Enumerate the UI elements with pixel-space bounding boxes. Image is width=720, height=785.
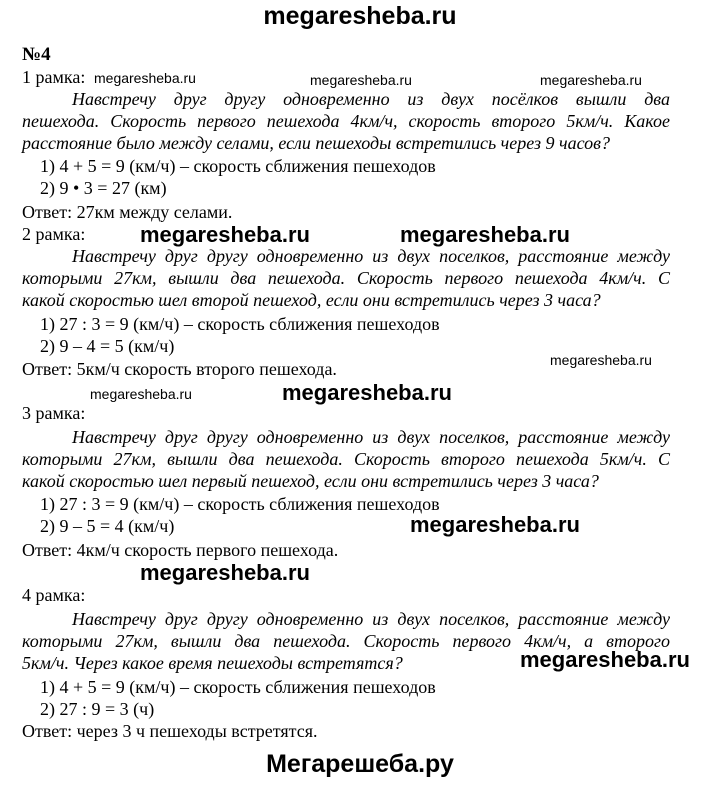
- frame-4-step: 1) 4 + 5 = 9 (км/ч) – скорость сближения пешеходов: [40, 677, 436, 697]
- frame-3-label: 3 рамка:: [22, 403, 86, 423]
- task-number: №4: [22, 44, 51, 65]
- frame-4-step: 2) 27 : 9 = 3 (ч): [40, 699, 155, 719]
- frame-1-problem-line: пешехода. Скорость первого пешехода 4км/ч, скорость второго 5км/ч. Какое: [22, 111, 670, 131]
- frame-4-answer: Ответ: через 3 ч пешеходы встретятся.: [22, 721, 318, 741]
- frame-1-step: 2) 9 • 3 = 27 (км): [40, 178, 167, 198]
- frame-2-problem-line: которыми 27км, вышли два пешехода. Скорость первого пешехода 4км/ч. С: [22, 268, 670, 288]
- watermark-small: megaresheba.ru: [310, 72, 412, 88]
- frame-3-step: 1) 27 : 3 = 9 (км/ч) – скорость сближения пешеходов: [40, 494, 440, 514]
- frame-1-problem-line: расстояние было между селами, если пешеходы встретились через 9 часов?: [22, 133, 610, 153]
- frame-2-problem-line: какой скоростью шел второй пешеход, если они встретились через 3 часа?: [22, 290, 601, 310]
- watermark-big: megaresheba.ru: [140, 222, 310, 247]
- frame-1-label: 1 рамка:: [22, 67, 86, 87]
- frame-2-answer: Ответ: 5км/ч скорость второго пешехода.: [22, 359, 337, 379]
- watermark-big: megaresheba.ru: [282, 380, 452, 405]
- frame-2-step: 1) 27 : 3 = 9 (км/ч) – скорость сближения пешеходов: [40, 314, 440, 334]
- frame-2-step: 2) 9 – 4 = 5 (км/ч): [40, 336, 175, 356]
- frame-1-answer: Ответ: 27км между селами.: [22, 202, 233, 222]
- frame-2-problem-line: Навстречу друг другу одновременно из двух поселков, расстояние между: [72, 246, 670, 266]
- watermark-big: megaresheba.ru: [140, 560, 310, 585]
- frame-4-problem-line: которыми 27км, вышли два пешехода. Скорость первого 4км/ч, а второго: [22, 631, 670, 651]
- watermark-small: megaresheba.ru: [550, 352, 652, 368]
- frame-3-answer: Ответ: 4км/ч скорость первого пешехода.: [22, 540, 339, 560]
- frame-2-label: 2 рамка:: [22, 224, 86, 244]
- frame-3-problem-line: какой скоростью шел первый пешеход, если они встретились через 3 часа?: [22, 471, 599, 491]
- frame-3-step: 2) 9 – 5 = 4 (км/ч): [40, 516, 175, 536]
- watermark-big: megaresheba.ru: [520, 647, 690, 672]
- frame-3-problem-line: которыми 27км, вышли два пешехода. Скорость второго пешехода 5км/ч. С: [22, 449, 670, 469]
- frame-3-problem-line: Навстречу друг другу одновременно из двух поселков, расстояние между: [72, 427, 670, 447]
- footer-title: Мегарешеба.ру: [266, 750, 454, 778]
- frame-1-step: 1) 4 + 5 = 9 (км/ч) – скорость сближения пешеходов: [40, 156, 436, 176]
- site-title: megaresheba.ru: [263, 2, 457, 30]
- frame-4-problem-line: 5км/ч. Через какое время пешеходы встретятся?: [22, 653, 403, 673]
- watermark-small: megaresheba.ru: [540, 72, 642, 88]
- watermark-big: megaresheba.ru: [410, 512, 580, 537]
- frame-1-problem-line: Навстречу друг другу одновременно из двух посёлков вышли два: [72, 89, 670, 109]
- frame-4-label: 4 рамка:: [22, 585, 86, 605]
- frame-4-problem-line: Навстречу друг другу одновременно из двух поселков, расстояние между: [72, 609, 670, 629]
- watermark-small: megaresheba.ru: [90, 386, 192, 402]
- watermark-big: megaresheba.ru: [400, 222, 570, 247]
- watermark-small: megaresheba.ru: [94, 70, 196, 86]
